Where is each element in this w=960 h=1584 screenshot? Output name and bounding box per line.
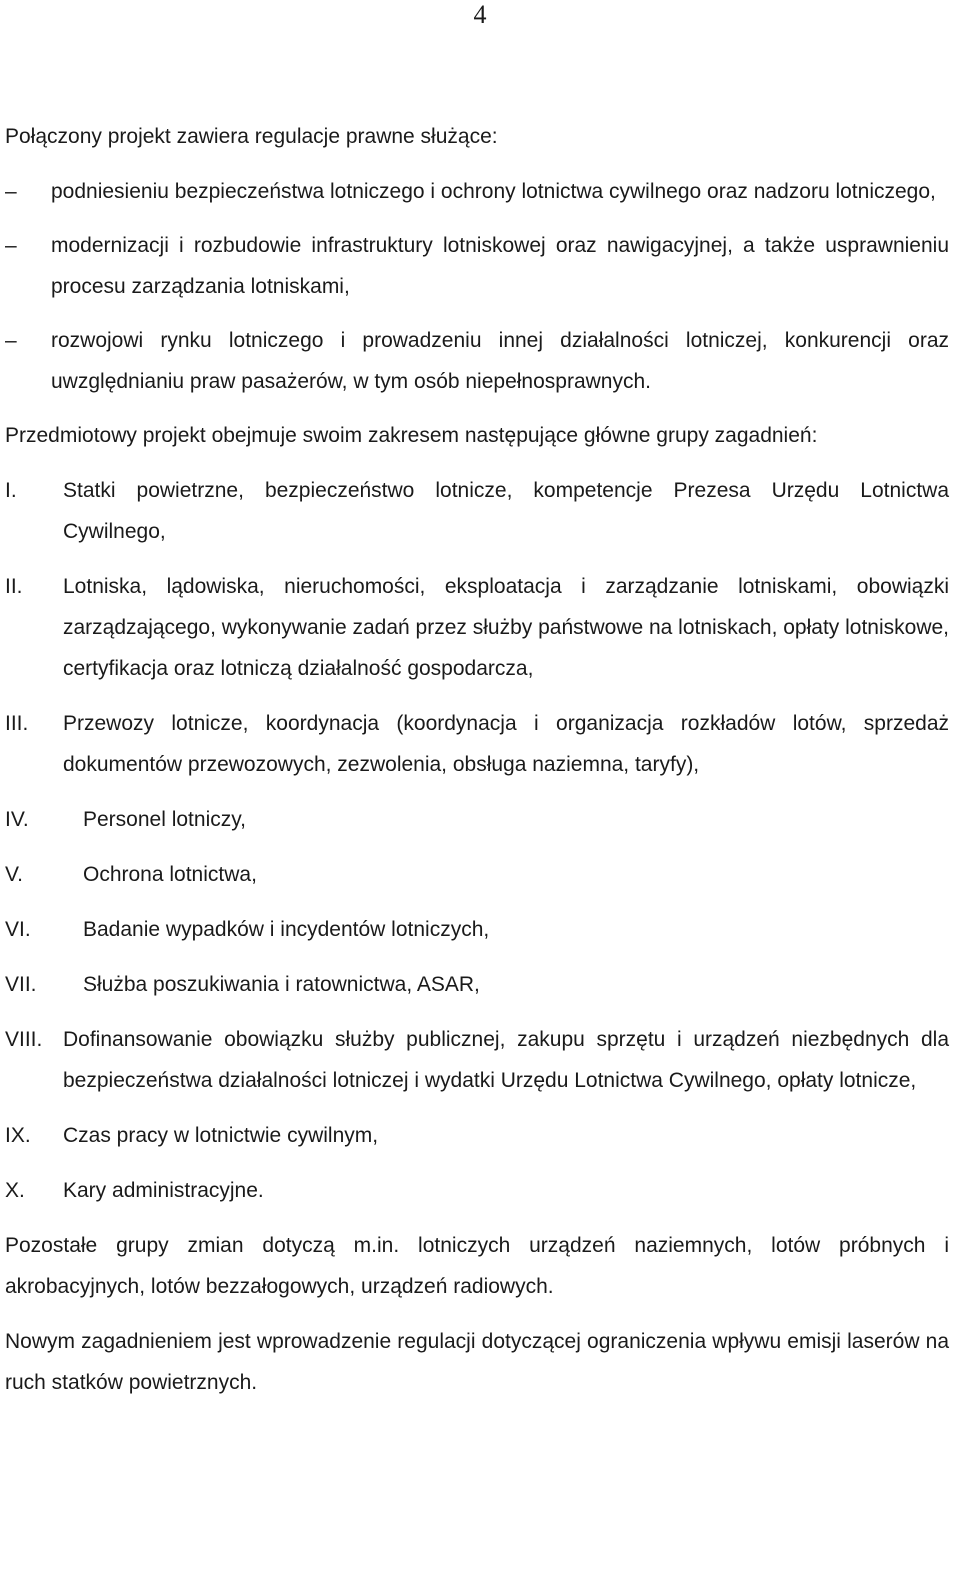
dash-list-item: [5, 320, 949, 402]
numbered-list-item: [5, 799, 949, 840]
numbered-list-item: [5, 1019, 949, 1101]
dash-list-item: [5, 171, 949, 212]
intro-paragraph: Połączony projekt zawiera regulacje prawne służące:: [5, 125, 498, 148]
list-number: III.: [5, 712, 29, 735]
numbered-item-text: Badanie wypadków i incydentów lotniczych,: [83, 918, 490, 941]
numbered-list-item: [5, 566, 949, 689]
numbered-item-text: Lotniska, lądowiska, nieruchomości, eksploatacja i zarządzanie lotniskami, obowiązki zarządzającego, wykonywanie zadań przez służby państwowe na lotniskach, opłaty lotniskowe, certyfikacja oraz lotniczą działalność gospodarcza,: [63, 575, 949, 680]
numbered-list-item: [5, 964, 949, 1005]
list-number: VII.: [5, 973, 37, 996]
list-number: X.: [5, 1179, 25, 1202]
numbered-list-item: [5, 909, 949, 950]
numbered-list-item: [5, 1115, 949, 1156]
numbered-list-item: [5, 1170, 949, 1211]
list-number: I.: [5, 479, 17, 502]
numbered-item-text: Przewozy lotnicze, koordynacja (koordynacja i organizacja rozkładów lotów, sprzedaż dokumentów przewozowych, zezwolenia, obsługa naziemna, taryfy),: [63, 712, 949, 776]
dash-list-item: [5, 225, 949, 307]
numbered-item-text: Kary administracyjne.: [63, 1179, 264, 1202]
numbered-item-text: Personel lotniczy,: [83, 808, 247, 831]
scope-paragraph: Przedmiotowy projekt obejmuje swoim zakresem następujące główne grupy zagadnień:: [5, 424, 818, 447]
list-number: VIII.: [5, 1028, 43, 1051]
list-number: IX.: [5, 1124, 31, 1147]
dash-marker: –: [5, 329, 17, 352]
numbered-item-text: Dofinansowanie obowiązku służby publicznej, zakupu sprzętu i urządzeń niezbędnych dla bezpieczeństwa działalności lotniczej i wydatki Urzędu Lotnictwa Cywilnego, opłaty lotnicze,: [63, 1028, 949, 1092]
page-number: 4: [473, 0, 487, 29]
numbered-item-text: Ochrona lotnictwa,: [83, 863, 257, 886]
dash-list: [5, 171, 949, 402]
numbered-item-text: Czas pracy w lotnictwie cywilnym,: [63, 1124, 379, 1147]
numbered-list-item: [5, 703, 949, 785]
numbered-item-text: Służba poszukiwania i ratownictwa, ASAR,: [83, 973, 480, 996]
list-number: VI.: [5, 918, 31, 941]
list-number: II.: [5, 575, 23, 598]
list-number: V.: [5, 863, 23, 886]
numbered-list: [5, 470, 949, 1211]
numbered-list-item: [5, 470, 949, 552]
numbered-list-item: [5, 854, 949, 895]
dash-item-text: rozwojowi rynku lotniczego i prowadzeniu innej działalności lotniczej, konkurencji oraz uwzględnianiu praw pasażerów, w tym osób niepełnosprawnych.: [51, 329, 949, 393]
dash-marker: –: [5, 234, 17, 257]
closing-paragraph: Pozostałe grupy zmian dotyczą m.in. lotniczych urządzeń naziemnych, lotów próbnych i akrobacyjnych, lotów bezzałogowych, urządzeń radiowych.: [5, 1234, 949, 1298]
dash-item-text: modernizacji i rozbudowie infrastruktury lotniskowej oraz nawigacyjnej, a także usprawnieniu procesu zarządzania lotniskami,: [51, 234, 949, 298]
list-number: IV.: [5, 808, 29, 831]
closing-paragraph: Nowym zagadnieniem jest wprowadzenie regulacji dotyczącej ograniczenia wpływu emisji laserów na ruch statków powietrznych.: [5, 1330, 949, 1394]
dash-item-text: podniesieniu bezpieczeństwa lotniczego i ochrony lotnictwa cywilnego oraz nadzoru lotniczego,: [51, 180, 936, 203]
numbered-item-text: Statki powietrzne, bezpieczeństwo lotnicze, kompetencje Prezesa Urzędu Lotnictwa Cywilnego,: [63, 479, 949, 543]
document-body: [5, 116, 949, 1403]
dash-marker: –: [5, 180, 17, 203]
